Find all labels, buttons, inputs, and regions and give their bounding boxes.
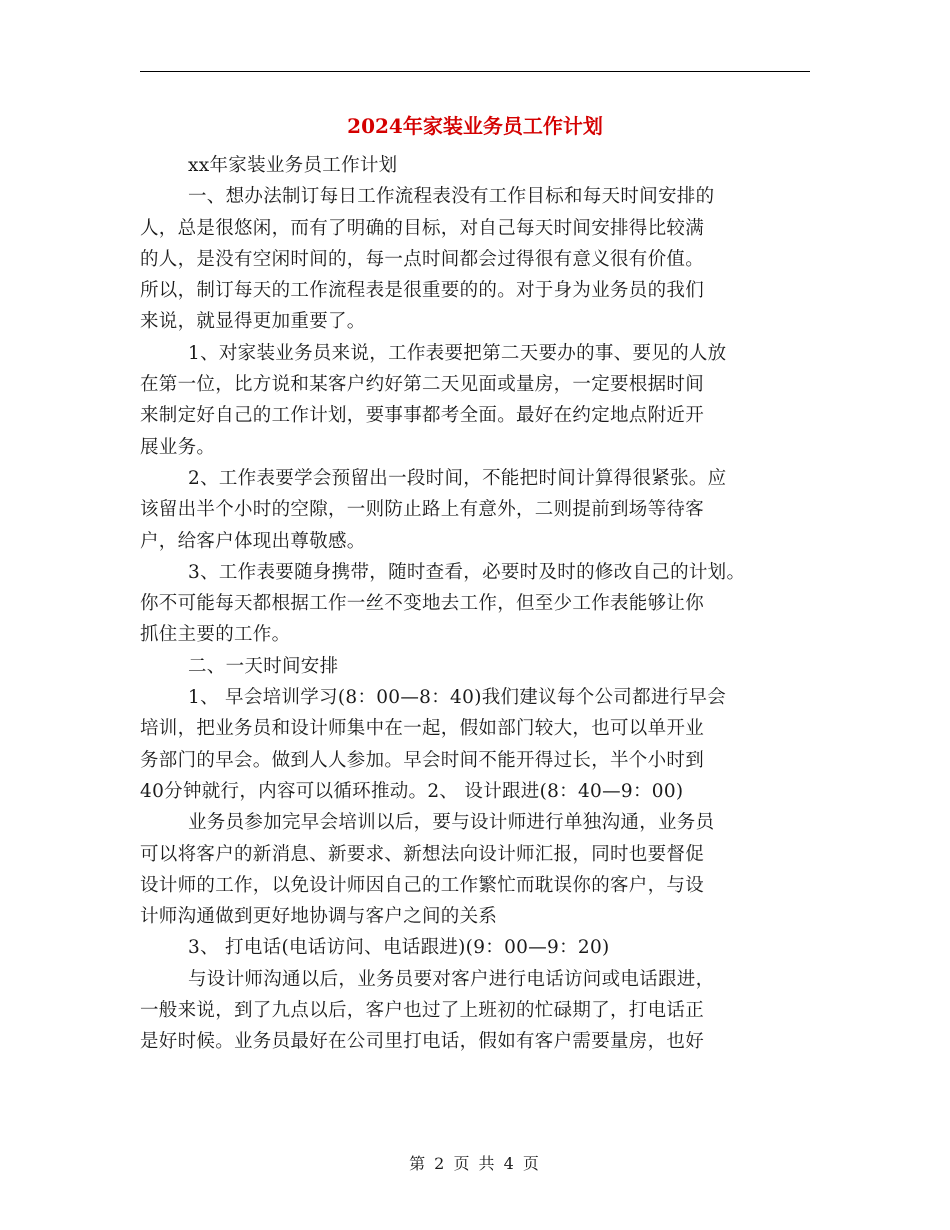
text-line: 是好时候。业务员最好在公司里打电话，假如有客户需要量房，也好 [140,1031,705,1053]
text-line: 所以，制订每天的工作流程表是很重要的的。对于身为业务员的我们 [140,280,705,302]
text-line: 来说，就显得更加重要了。 [140,311,366,333]
text-line: 40分钟就行，内容可以循环推动。2、 设计跟进(8：40—9：00) [140,780,684,802]
header-rule [140,71,810,72]
text-line: xx年家装业务员工作计划 [188,155,398,176]
document-body [140,150,816,1058]
text-line: 3、 打电话(电话访问、电话跟进)(9：00—9：20) [188,937,610,959]
text-line: 你不可能每天都根据工作一丝不变地去工作，但至少工作表能够让你 [140,593,705,615]
text-line: 抓住主要的工作。 [140,624,291,646]
text-line: 务部门的早会。做到人人参加。早会时间不能开得过长，半个小时到 [140,749,705,771]
text-line: 1、 早会培训学习(8：00—8：40)我们建议每个公司都进行早会 [188,687,727,709]
text-line: 该留出半个小时的空隙，一则防止路上有意外，二则提前到场等待客 [140,499,705,521]
text-line: 一、想办法制订每日工作流程表没有工作目标和每天时间安排的 [188,186,715,208]
text-line: 设计师的工作，以免设计师因自己的工作繁忙而耽误你的客户，与设 [140,874,705,896]
text-line: 2、工作表要学会预留出一段时间，不能把时间计算得很紧张。应 [188,467,727,489]
text-line: 1、对家装业务员来说，工作表要把第二天要办的事、要见的人放 [188,342,727,364]
page-footer: 第 2 页 共 4 页 [409,1154,541,1173]
text-line: 在第一位，比方说和某客户约好第二天见面或量房，一定要根据时间 [140,374,705,396]
text-line: 3、工作表要随身携带，随时查看，必要时及时的修改自己的计划。 [188,561,746,583]
text-line: 展业务。 [140,436,216,458]
text-line: 业务员参加完早会培训以后，要与设计师进行单独沟通，业务员 [188,812,715,834]
text-line: 户，给客户体现出尊敬感。 [140,530,366,552]
text-line: 计师沟通做到更好地协调与客户之间的关系 [140,906,498,928]
text-line: 与设计师沟通以后，业务员要对客户进行电话访问或电话跟进， [188,968,715,990]
text-line: 二、一天时间安排 [188,655,339,677]
text-line: 来制定好自己的工作计划，要事事都考全面。最好在约定地点附近开 [140,405,705,427]
text-line: 的人，是没有空闲时间的，每一点时间都会过得很有意义很有价值。 [140,248,705,270]
text-line: 培训，把业务员和设计师集中在一起，假如部门较大，也可以单开业 [140,718,705,740]
text-line: 可以将客户的新消息、新要求、新想法向设计师汇报，同时也要督促 [140,843,705,865]
text-line: 一般来说，到了九点以后，客户也过了上班初的忙碌期了，打电话正 [140,1000,705,1022]
document-title: 2024年家装业务员工作计划 [347,114,603,138]
text-line: 人，总是很悠闲，而有了明确的目标，对自己每天时间安排得比较满 [140,217,705,239]
